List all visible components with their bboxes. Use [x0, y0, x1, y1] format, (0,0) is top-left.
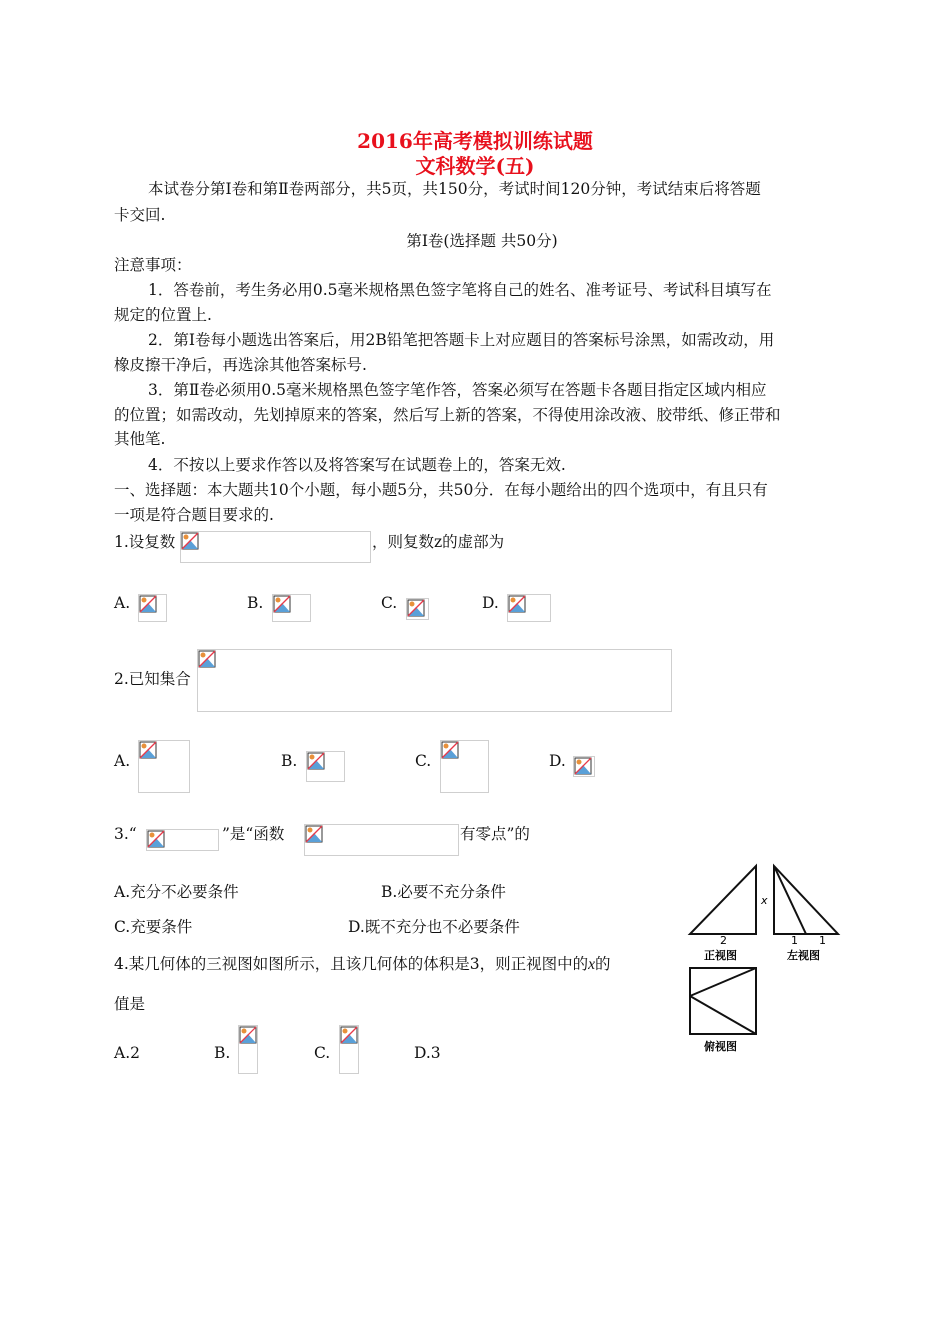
note-line: 1．答卷前，考生务必用0.5毫米规格黑色签字笔将自己的姓名、准考证号、考试科目填写在	[148, 281, 772, 299]
option-d: D.	[549, 752, 566, 770]
broken-image-icon	[198, 650, 216, 668]
question-3-suffix: 有零点”的	[460, 825, 530, 843]
variable-x: x	[588, 956, 596, 973]
question-4-line	[114, 951, 611, 978]
page-title: 2016年高考模拟训练试题	[357, 129, 593, 153]
top-view-diagonal-1	[690, 968, 756, 996]
formula-image	[573, 756, 595, 777]
question-1-prefix: 1.设复数	[114, 533, 176, 551]
broken-image-icon	[139, 595, 157, 613]
side-view-label: 左视图	[787, 949, 820, 962]
formula-image	[339, 1025, 359, 1074]
side-view-triangle	[774, 866, 838, 934]
label-1b: 1	[819, 934, 826, 947]
formula-image	[180, 531, 371, 563]
note-line: 3．第Ⅱ卷必须用0.5毫米规格黑色签字笔作答，答案必须写在答题卡各题目指定区域内相应	[148, 381, 767, 399]
option-a: A.充分不必要条件	[114, 883, 239, 901]
notice-label: 注意事项：	[114, 256, 192, 274]
option-d: D.3	[414, 1044, 441, 1062]
broken-image-icon	[273, 595, 291, 613]
option-a: A.2	[114, 1044, 140, 1062]
option-c: C.	[314, 1044, 331, 1062]
formula-image	[440, 740, 489, 793]
option-a: A.	[114, 594, 131, 612]
question-3-prefix: 3.“	[114, 825, 137, 843]
part-heading: 一项是符合题目要求的.	[114, 506, 274, 524]
page-subtitle: 文科数学(五)	[415, 154, 535, 178]
formula-image	[138, 594, 167, 622]
note-line: 规定的位置上.	[114, 306, 212, 324]
intro-line: 卡交回.	[114, 206, 166, 224]
broken-image-icon	[307, 752, 325, 770]
broken-image-icon	[441, 741, 459, 759]
formula-image	[197, 649, 672, 712]
formula-image	[304, 824, 459, 856]
option-b: B.	[281, 752, 298, 770]
formula-image	[507, 594, 551, 622]
option-c: C.	[415, 752, 432, 770]
broken-image-icon	[574, 757, 592, 775]
label-1a: 1	[791, 934, 798, 947]
option-c: C.充要条件	[114, 918, 193, 936]
option-c: C.	[381, 594, 398, 612]
formula-image	[238, 1025, 258, 1074]
broken-image-icon	[147, 830, 165, 848]
label-x: x	[761, 894, 768, 907]
broken-image-icon	[181, 532, 199, 550]
question-2-prefix: 2.已知集合	[114, 670, 191, 688]
question-4-text: 4.某几何体的三视图如图所示，且该几何体的体积是3，则正视图中的	[114, 955, 589, 973]
broken-image-icon	[508, 595, 526, 613]
question-4-text-end: 的	[595, 955, 611, 973]
formula-image	[406, 598, 429, 620]
front-view-label: 正视图	[704, 949, 737, 962]
option-b: B.	[247, 594, 264, 612]
note-line: 的位置；如需改动，先划掉原来的答案，然后写上新的答案，不得使用涂改液、胶带纸、修正带和	[114, 406, 781, 424]
part-heading: 一、选择题：本大题共10个小题，每小题5分，共50分．在每小题给出的四个选项中，有且只有	[114, 481, 768, 499]
label-2: 2	[720, 934, 727, 947]
option-d: D.	[482, 594, 499, 612]
broken-image-icon	[407, 599, 425, 617]
broken-image-icon	[305, 825, 323, 843]
note-line: 橡皮擦干净后，再选涂其他答案标号.	[114, 356, 367, 374]
broken-image-icon	[239, 1026, 257, 1044]
option-a: A.	[114, 752, 131, 770]
front-view-triangle	[690, 866, 756, 934]
question-3-middle: ”是“函数	[222, 825, 285, 843]
side-view-median	[774, 866, 806, 934]
formula-image	[306, 751, 345, 782]
top-view-label: 俯视图	[704, 1040, 737, 1053]
formula-image	[146, 829, 219, 851]
option-d: D.既不充分也不必要条件	[348, 918, 520, 936]
three-view-figure	[680, 860, 850, 1060]
note-line: 其他笔.	[114, 430, 166, 448]
formula-image	[272, 594, 311, 622]
question-1-suffix: ，则复数z的虚部为	[372, 533, 505, 551]
question-4-line2: 值是	[114, 995, 146, 1013]
intro-line: 本试卷分第Ⅰ卷和第Ⅱ卷两部分，共5页，共150分，考试时间120分钟，考试结束后将答题	[148, 180, 761, 198]
top-view-diagonal-2	[690, 996, 756, 1034]
broken-image-icon	[340, 1026, 358, 1044]
note-line: 2．第Ⅰ卷每小题选出答案后，用2B铅笔把答题卡上对应题目的答案标号涂黑，如需改动，用	[148, 331, 775, 349]
formula-image	[138, 740, 190, 793]
broken-image-icon	[139, 741, 157, 759]
option-b: B.	[214, 1044, 231, 1062]
option-b: B.必要不充分条件	[381, 883, 506, 901]
section-heading: 第Ⅰ卷(选择题 共50分)	[406, 232, 558, 250]
note-line: 4．不按以上要求作答以及将答案写在试题卷上的，答案无效.	[148, 456, 566, 474]
